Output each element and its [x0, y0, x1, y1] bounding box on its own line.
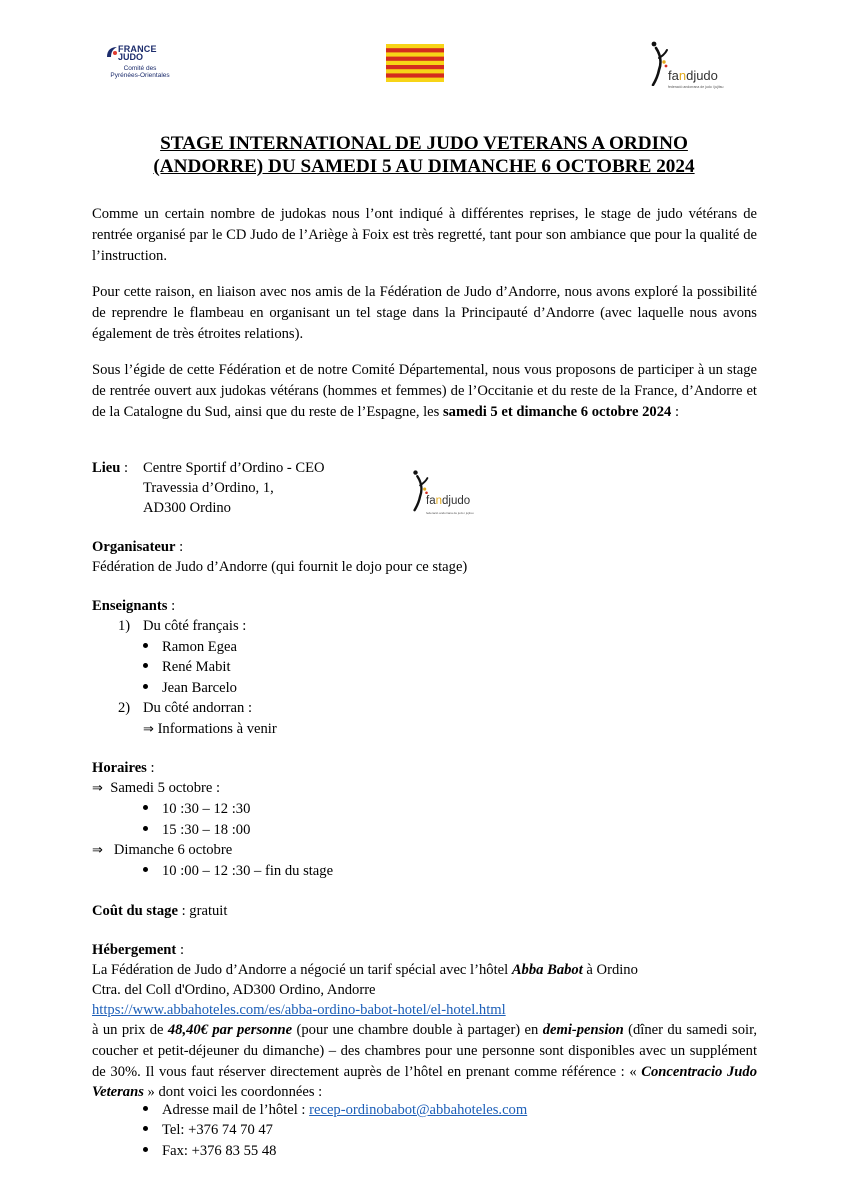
france-judo-word2: JUDO: [118, 52, 144, 62]
lieu-line2: Travessia d’Ordino, 1,: [143, 480, 274, 496]
hotel-tel: Tel: +376 74 70 47: [162, 1122, 273, 1138]
list-item: [143, 820, 250, 840]
fandjudo-wordmark: [668, 68, 718, 83]
mail-label: Adresse mail de l’hôtel :: [162, 1102, 310, 1118]
organisateur-label-row: [92, 537, 183, 557]
bullet-icon: [143, 643, 148, 648]
list-item: [143, 1120, 273, 1140]
hebergement-label-row: [92, 940, 184, 960]
list-item: [143, 1100, 527, 1120]
fandjudo-small-subtitle: federació andorrana de judo i jujitsu: [426, 511, 474, 515]
price-mid2: (dîner du samedi soir, coucher et petit-déjeuner du dimanche) – des chambres pour une personne sont disponibles avec un supplément de 30%. Il vous faut réserver directement auprès de l’hôtel en prenant comme référence : «: [92, 1022, 758, 1080]
intro-paragraph-1: Comme un certain nombre de judokas nous l’ont indiqué à différentes reprises, le stage de judo vétérans de rentrée organisé par le CD Judo de l’Ariège à Foix est très regretté, tant pour son ambiance que pour la qualité de l’instruction.: [92, 206, 757, 264]
lieu-line3: AD300 Ordino: [143, 500, 231, 516]
enseignants-label: Enseignants: [92, 598, 168, 614]
enseignants-group2-title: Du côté andorran :: [143, 700, 253, 716]
fandjudo-small-d: d: [442, 495, 449, 507]
day1-label: Samedi 5 octobre :: [110, 780, 221, 796]
enseignants-group1-num: 1): [118, 618, 131, 634]
list-item: [143, 657, 231, 677]
lieu-label-row: [92, 458, 128, 478]
list-item: [143, 678, 237, 698]
list-item: [143, 861, 333, 881]
enseignants-group1-title: Du côté français :: [143, 618, 247, 634]
fandjudo-small-n: n: [435, 495, 442, 507]
intro-p3-text: Sous l’égide de cette Fédération et de notre Comité Départemental, nous vous proposons de participer à un stage de rentrée ouvert aux judokas vétérans (hommes et femmes) de l’Occitanie et du reste de la France, d’Andorre et de la Catalogne du Sud, ainsi que du reste de l’Espagne, les: [92, 362, 757, 420]
bullet-icon: [143, 663, 148, 668]
bullet-icon: [143, 826, 148, 831]
fandjudo-small-wordmark: [426, 495, 470, 507]
hotel-name: Abba Babot: [511, 962, 583, 978]
bullet-icon: [143, 867, 148, 872]
lieu-label: Lieu: [92, 460, 121, 476]
lieu-line1: Centre Sportif d’Ordino - CEO: [143, 460, 325, 476]
bullet-icon: [143, 1126, 148, 1131]
hotel-email-link[interactable]: recep-ordinobabot@abbahoteles.com: [309, 1102, 528, 1118]
demi-pension: demi-pension: [542, 1022, 624, 1038]
france-judo-mark-icon: [105, 45, 119, 59]
cout-row: [92, 901, 227, 921]
hebergement-label: Hébergement: [92, 942, 177, 958]
enseignants-sep: :: [167, 598, 176, 614]
lieu-sep: :: [120, 460, 129, 476]
organisateur-sep: :: [175, 539, 184, 555]
bullet-icon: [143, 805, 148, 810]
fandjudo-logo: [648, 40, 738, 92]
time-slot: 15 :30 – 18 :00: [162, 822, 251, 838]
list-item: [143, 637, 237, 657]
horaires-label-row: [92, 758, 155, 778]
page-title: [90, 132, 758, 178]
enseignants-group2-item: [143, 719, 277, 740]
time-slot: 10 :30 – 12 :30: [162, 801, 251, 817]
booking-reference: Concentracio Judo Veterans: [92, 1063, 757, 1101]
horaires-label: Horaires: [92, 760, 147, 776]
horaires-sep: :: [146, 760, 155, 776]
organisateur-text: Fédération de Judo d’Andorre (qui fournit le dojo pour ce stage): [92, 559, 468, 575]
fandjudo-small-judo: judo: [448, 495, 471, 507]
organisateur-label: Organisateur: [92, 539, 176, 555]
hebergement-l1-pre: La Fédération de Judo d’Andorre a négocié un tarif spécial avec l’hôtel: [92, 962, 512, 978]
bullet-icon: [143, 1147, 148, 1152]
hebergement-line1: [92, 960, 638, 980]
day2-label: Dimanche 6 octobre: [113, 842, 233, 858]
price-pre: à un prix de: [92, 1022, 168, 1038]
teacher-name: René Mabit: [162, 659, 231, 675]
hotel-fax: Fax: +376 83 55 48: [162, 1143, 277, 1159]
time-slot: 10 :00 – 12 :30 – fin du stage: [162, 863, 334, 879]
enseignants-label-row: [92, 596, 175, 616]
list-item: [143, 1141, 276, 1161]
title-line2: (ANDORRE) DU SAMEDI 5 AU DIMANCHE 6 OCTOBRE 2024: [153, 156, 695, 177]
list-item: [143, 799, 250, 819]
catalan-flag-icon: [386, 44, 444, 82]
hotel-url-row: [92, 1000, 506, 1020]
fandjudo-n: n: [678, 68, 687, 83]
hebergement-paragraph: [92, 1020, 757, 1103]
fandjudo-judo: judo: [693, 68, 718, 83]
arrow-right-icon: ⇒: [92, 843, 103, 858]
fandjudo-logo-small: [410, 468, 480, 520]
fandjudo-subtitle: federació andorrana de judo i jujitsu: [668, 85, 724, 89]
france-judo-comite: [100, 65, 180, 79]
intro-p3-end: :: [671, 403, 680, 420]
intro-p3-dates: samedi 5 et dimanche 6 octobre 2024: [442, 403, 672, 420]
intro-paragraph-2: Pour cette raison, en liaison avec nos amis de la Fédération de Judo d’Andorre, nous avons exploré la possibilité de reprendre le flambeau en organisant un tel stage dans la Principauté d’Andorre (avec laquelle nous avons également de très étroites relations).: [92, 284, 757, 342]
bullet-icon: [143, 684, 148, 689]
teacher-name: Ramon Egea: [162, 639, 237, 655]
fandjudo-small-fa: fa: [426, 495, 436, 507]
price-end: » dont voici les coordonnées :: [143, 1084, 323, 1101]
price-value: 48,40€ par personne: [167, 1022, 293, 1038]
fandjudo-d: d: [686, 68, 694, 83]
fandjudo-fa: fa: [668, 68, 679, 83]
horaires-day2: [92, 840, 232, 861]
teacher-name: Jean Barcelo: [162, 680, 237, 696]
hebergement-l1-post: à Ordino: [582, 962, 638, 978]
hebergement-address: Ctra. del Coll d'Ordino, AD300 Ordino, Andorre: [92, 982, 376, 998]
hotel-url-link[interactable]: https://www.abbahoteles.com/es/abba-ordino-babot-hotel/el-hotel.html: [92, 1002, 506, 1018]
cout-label: Coût du stage: [92, 903, 178, 919]
cout-text: : gratuit: [177, 903, 228, 919]
title-line1: STAGE INTERNATIONAL DE JUDO VETERANS A ORDINO: [160, 133, 688, 154]
bullet-icon: [143, 1106, 148, 1111]
info-a-venir: Informations à venir: [157, 721, 277, 737]
intro-paragraph-3: [92, 360, 757, 422]
arrow-right-icon: ⇒: [92, 781, 103, 796]
france-judo-logo: [100, 42, 180, 82]
hebergement-sep: :: [176, 942, 184, 958]
horaires-day1: [92, 778, 220, 799]
enseignants-group2-num: 2): [118, 700, 131, 716]
price-mid: (pour une chambre double à partager) en: [292, 1022, 543, 1038]
arrow-right-icon: ⇒: [143, 722, 154, 737]
france-judo-comite-line1: Comité des: [123, 65, 157, 72]
france-judo-comite-line2: Pyrénées-Orientales: [110, 72, 170, 79]
france-judo-word1: FRANCE: [118, 44, 157, 54]
